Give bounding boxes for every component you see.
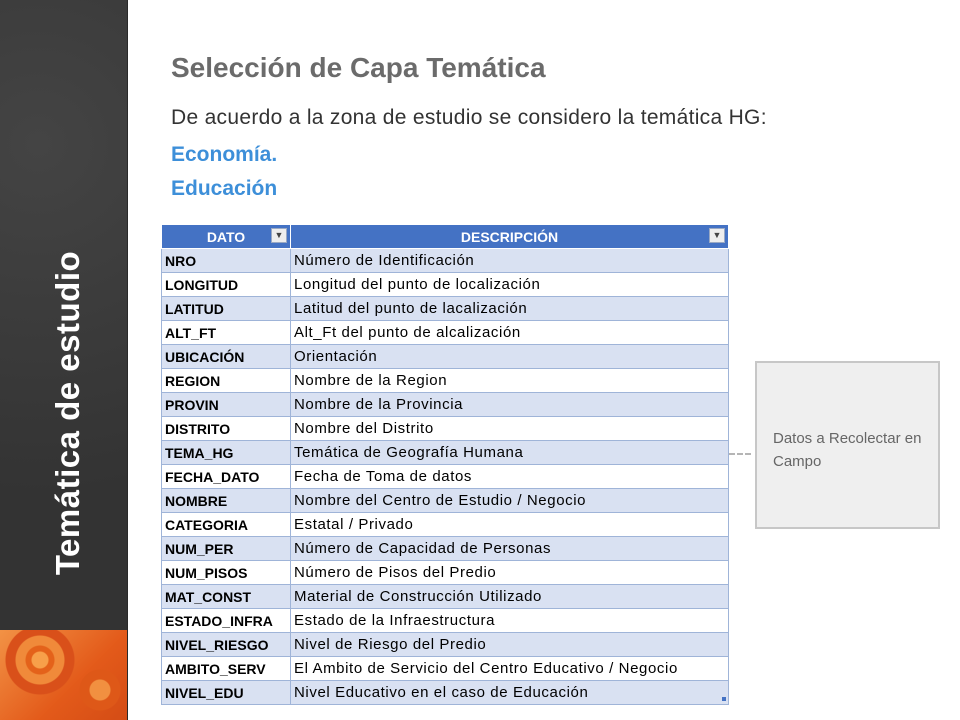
table-row <box>162 681 729 705</box>
fieldwork-box <box>755 361 940 529</box>
table-row <box>162 345 729 369</box>
cell-dato: TEMA_HG <box>162 441 291 465</box>
dropdown-arrow-icon[interactable]: ▼ <box>709 228 725 243</box>
cell-desc: Número de Capacidad de Personas <box>291 537 729 561</box>
cell-desc: Número de Pisos del Predio <box>291 561 729 585</box>
cell-desc: Alt_Ft del punto de alcalización <box>291 321 729 345</box>
cell-desc: Orientación <box>291 345 729 369</box>
topic-educacion: Educación <box>171 177 278 200</box>
topic-economia: Economía. <box>171 143 278 166</box>
cell-desc: Número de Identificación <box>291 249 729 273</box>
cell-desc: Nombre del Centro de Estudio / Negocio <box>291 489 729 513</box>
cell-dato: NOMBRE <box>162 489 291 513</box>
table-row <box>162 297 729 321</box>
header-dato <box>162 225 291 249</box>
fieldwork-label: Datos a Recolectar en Campo <box>773 430 922 470</box>
header-dato-label: DATO <box>206 228 246 245</box>
cell-desc: Nivel Educativo en el caso de Educación <box>291 681 729 705</box>
cell-dato: LATITUD <box>162 297 291 321</box>
header-descripcion-label: DESCRIPCIÓN <box>460 228 559 245</box>
table-row <box>162 633 729 657</box>
cell-dato: PROVIN <box>162 393 291 417</box>
table-row <box>162 465 729 489</box>
table-row <box>162 513 729 537</box>
cell-dato: ESTADO_INFRA <box>162 609 291 633</box>
cell-desc: Nivel de Riesgo del Predio <box>291 633 729 657</box>
cell-desc: Fecha de Toma de datos <box>291 465 729 489</box>
cell-dato: NRO <box>162 249 291 273</box>
cell-desc: Nombre del Distrito <box>291 417 729 441</box>
cell-desc: Nombre de la Region <box>291 369 729 393</box>
sidebar <box>0 0 128 720</box>
cell-dato: NIVEL_EDU <box>162 681 291 705</box>
cell-dato: NUM_PER <box>162 537 291 561</box>
table-row <box>162 273 729 297</box>
table-row <box>162 609 729 633</box>
cell-dato: NUM_PISOS <box>162 561 291 585</box>
cell-dato: FECHA_DATO <box>162 465 291 489</box>
table-row <box>162 585 729 609</box>
table-row <box>162 561 729 585</box>
table-row <box>162 537 729 561</box>
cell-desc: El Ambito de Servicio del Centro Educativo / Negocio <box>291 657 729 681</box>
table-row <box>162 657 729 681</box>
cell-desc: Nombre de la Provincia <box>291 393 729 417</box>
page-title: Selección de Capa Temática <box>171 52 546 83</box>
cell-dato: REGION <box>162 369 291 393</box>
cell-dato: UBICACIÓN <box>162 345 291 369</box>
cell-desc: Latitud del punto de lacalización <box>291 297 729 321</box>
cell-dato: CATEGORIA <box>162 513 291 537</box>
table-row <box>162 489 729 513</box>
intro-text: De acuerdo a la zona de estudio se considero la temática HG: <box>171 106 767 129</box>
table-row <box>162 441 729 465</box>
table-resize-handle[interactable] <box>722 697 726 701</box>
cell-dato: DISTRITO <box>162 417 291 441</box>
cell-dato: AMBITO_SERV <box>162 657 291 681</box>
cell-desc: Estado de la Infraestructura <box>291 609 729 633</box>
cell-dato: ALT_FT <box>162 321 291 345</box>
data-table <box>161 224 728 705</box>
table-row <box>162 321 729 345</box>
cell-dato: MAT_CONST <box>162 585 291 609</box>
dropdown-arrow-icon[interactable]: ▼ <box>271 228 287 243</box>
cell-dato: NIVEL_RIESGO <box>162 633 291 657</box>
sidebar-title: Temática de estudio <box>49 250 86 576</box>
table-row <box>162 249 729 273</box>
dashed-connector <box>729 453 751 455</box>
table-row <box>162 393 729 417</box>
header-descripcion <box>291 225 729 249</box>
orange-decoration <box>0 630 127 720</box>
cell-desc: Temática de Geografía Humana <box>291 441 729 465</box>
cell-dato: LONGITUD <box>162 273 291 297</box>
table-row <box>162 369 729 393</box>
table-row <box>162 417 729 441</box>
cell-desc: Material de Construcción Utilizado <box>291 585 729 609</box>
cell-desc: Longitud del punto de localización <box>291 273 729 297</box>
cell-desc: Estatal / Privado <box>291 513 729 537</box>
